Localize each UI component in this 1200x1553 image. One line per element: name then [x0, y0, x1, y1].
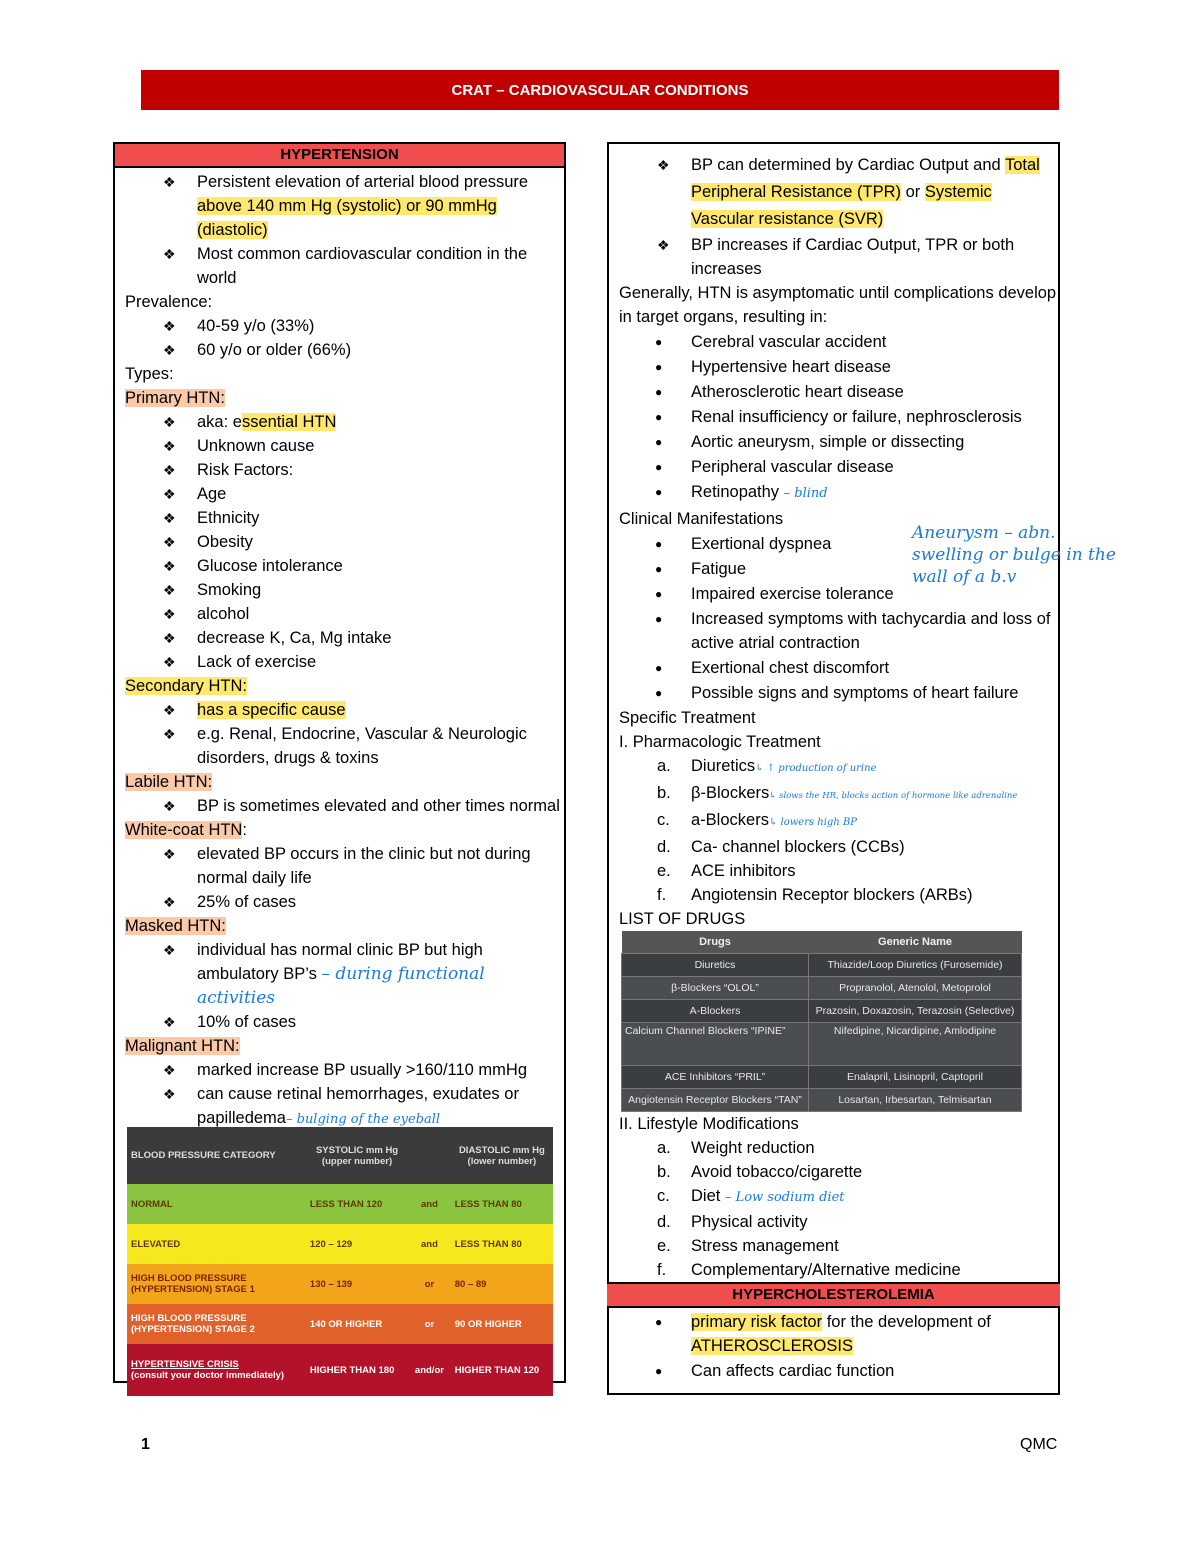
handwritten-note: – during functional activities: [197, 964, 485, 1008]
list-item: ❖ decrease K, Ca, Mg intake: [115, 626, 564, 650]
list-item: ❖ has a specific cause: [115, 698, 564, 722]
list-item: ● Exertional dyspnea: [609, 532, 1058, 556]
table-header: Drugs: [622, 931, 809, 954]
malignant-label: Malignant HTN:: [125, 1037, 240, 1055]
list-item: ❖ Ethnicity: [115, 506, 564, 530]
handwritten-note: ↳ ↑ production of urine: [755, 763, 877, 774]
treatment-column: [607, 142, 1060, 1395]
white-coat-label: White-coat HTN:: [125, 821, 247, 839]
page-title: CRAT – CARDIOVASCULAR CONDITIONS: [451, 81, 749, 99]
secondary-label: Secondary HTN:: [125, 677, 247, 695]
bp-determinants-list: [609, 152, 1058, 281]
list-item: ❖ 25% of cases: [115, 890, 564, 914]
list-item: ● primary risk factor for the development of ATHEROSCLEROSIS: [609, 1310, 1058, 1358]
list-item: ❖ Persistent elevation of arterial blood pressure above 140 mm Hg (systolic) or 90 mmHg (diastolic): [115, 170, 564, 242]
table-row: ELEVATED 120 – 129 and LESS THAN 80: [127, 1224, 553, 1264]
list-item: ❖ Smoking: [115, 578, 564, 602]
list-item: ● Exertional chest discomfort: [609, 656, 1058, 680]
table-header: BLOOD PRESSURE CATEGORY: [131, 1150, 276, 1161]
list-item: ● Retinopathy – blind: [609, 480, 1058, 506]
list-item: ● Cerebral vascular accident: [609, 330, 1058, 354]
prevalence-label: Prevalence:: [125, 293, 213, 311]
list-item: ❖ aka: essential HTN: [115, 410, 564, 434]
list-item: ● Aortic aneurysm, simple or dissecting: [609, 430, 1058, 454]
table-header: Generic Name: [809, 931, 1022, 954]
table-row: HYPERTENSIVE CRISIS (consult your doctor immediately) HIGHER THAN 180 and/or HIGHER THAN 120: [127, 1344, 553, 1396]
lifestyle-list: [609, 1136, 1058, 1282]
list-item: ❖ BP can determined by Cardiac Output and Total Peripheral Resistance (TPR) or Systemic Vascular resistance (SVR): [609, 152, 1058, 233]
table-row: Diuretics Thiazide/Loop Diuretics (Furosemide): [622, 954, 1022, 977]
table-row: ACE Inhibitors “PRIL” Enalapril, Lisinopril, Captopril: [622, 1066, 1022, 1089]
list-item: ❖ Unknown cause: [115, 434, 564, 458]
list-item: e. ACE inhibitors: [657, 862, 796, 880]
list-item: a. Weight reduction: [657, 1139, 815, 1157]
prevalence-list: [115, 314, 564, 362]
table-header: [408, 1127, 451, 1184]
list-item: c. a-Blockers↳ lowers high BP: [657, 811, 858, 829]
footer-org: QMC: [1020, 1436, 1058, 1453]
page-number: 1: [141, 1436, 150, 1453]
list-item: e. Stress management: [657, 1237, 839, 1255]
aneurysm-handwritten-note: Aneurysm – abn. swelling or bulge in the wall of a b.v: [912, 523, 1116, 587]
table-header-row: [622, 931, 1022, 954]
generally-text: Generally, HTN is asymptomatic until complications develop in target organs, resulting in:: [619, 284, 1057, 326]
types-label: Types:: [125, 365, 174, 383]
hypertension-column: [113, 142, 566, 1383]
list-item: ❖ marked increase BP usually >160/110 mmHg: [115, 1058, 564, 1082]
malignant-list: [115, 1058, 564, 1132]
list-item: ● Hypertensive heart disease: [609, 355, 1058, 379]
handwritten-note: ↳ slows the HR, blocks action of hormone like adrenaline: [769, 791, 1018, 801]
hypercholesterolemia-list: [609, 1310, 1058, 1383]
handwritten-note: – bulging of the eyeball: [285, 1112, 441, 1127]
highlight: Total Peripheral Resistance (TPR): [691, 156, 1040, 201]
primary-list: [115, 410, 564, 674]
list-item: ❖ individual has normal clinic BP but high ambulatory BP’s – during functional activities: [115, 938, 564, 1010]
highlight: primary risk factor: [691, 1313, 823, 1331]
list-item: ● Fatigue: [609, 557, 1058, 581]
white-coat-list: [115, 842, 564, 914]
table-row: HIGH BLOOD PRESSURE (HYPERTENSION) STAGE 2 140 OR HIGHER or 90 OR HIGHER: [127, 1304, 553, 1344]
list-item: ❖ Most common cardiovascular condition in the world: [115, 242, 564, 290]
list-item: f. Angiotensin Receptor blockers (ARBs): [657, 886, 973, 904]
secondary-list: [115, 698, 564, 770]
lifestyle-label: II. Lifestyle Modifications: [619, 1115, 799, 1133]
table-header-row: [127, 1127, 553, 1184]
list-item: d. Ca- channel blockers (CCBs): [657, 838, 905, 856]
table-header: DIASTOLIC mm Hg (lower number): [458, 1144, 545, 1167]
intro-list: [115, 170, 564, 290]
table-row: Angiotensin Receptor Blockers “TAN” Losartan, Irbesartan, Telmisartan: [622, 1089, 1022, 1112]
highlight: Systemic Vascular resistance (SVR): [691, 183, 992, 228]
list-item: ❖ e.g. Renal, Endocrine, Vascular & Neurologic disorders, drugs & toxins: [115, 722, 564, 770]
masked-list: [115, 938, 564, 1034]
highlight: ssential HTN: [241, 413, 337, 431]
list-item: f. Complementary/Alternative medicine: [657, 1261, 961, 1279]
list-item: ❖ 60 y/o or older (66%): [115, 338, 564, 362]
hypercholesterolemia-header: HYPERCHOLESTEROLEMIA: [607, 1282, 1060, 1308]
pharm-list: [609, 754, 1058, 907]
specific-label: Specific Treatment: [619, 709, 756, 727]
clinical-label: Clinical Manifestations: [619, 510, 784, 528]
list-item: b. β-Blockers↳ slows the HR, blocks action of hormone like adrenaline: [657, 784, 1018, 802]
list-item: ❖ Risk Factors:: [115, 458, 564, 482]
list-item: ❖ elevated BP occurs in the clinic but not during normal daily life: [115, 842, 564, 890]
pharm-label: I. Pharmacologic Treatment: [619, 733, 821, 751]
list-item: ❖ can cause retinal hemorrhages, exudates or papilledema– bulging of the eyeball: [115, 1082, 564, 1132]
list-item: ● Renal insufficiency or failure, nephrosclerosis: [609, 405, 1058, 429]
table-row: HIGH BLOOD PRESSURE (HYPERTENSION) STAGE 1 130 – 139 or 80 – 89: [127, 1264, 553, 1304]
highlight: ATHEROSCLEROSIS: [691, 1337, 853, 1355]
list-item: ❖ alcohol: [115, 602, 564, 626]
table-row: Calcium Channel Blockers “IPINE” Nifedipine, Nicardipine, Amlodipine: [622, 1023, 1022, 1066]
handwritten-note: ↳ lowers high BP: [768, 817, 858, 828]
list-item: ❖ Age: [115, 482, 564, 506]
list-item: b. Avoid tobacco/cigarette: [657, 1163, 863, 1181]
bp-category-table: [127, 1127, 553, 1396]
page-title-banner: [141, 70, 1059, 110]
highlight: above 140 mm Hg (systolic) or 90 mmHg (diastolic): [197, 197, 497, 239]
labile-label: Labile HTN:: [125, 773, 213, 791]
list-item: ● Atherosclerotic heart disease: [609, 380, 1058, 404]
list-item: ❖ 40-59 y/o (33%): [115, 314, 564, 338]
list-item: ● Possible signs and symptoms of heart failure: [609, 681, 1058, 705]
drugs-table: [621, 931, 1022, 1112]
table-row: A-Blockers Prazosin, Doxazosin, Terazosin (Selective): [622, 1000, 1022, 1023]
masked-label: Masked HTN:: [125, 917, 226, 935]
table-row: NORMAL LESS THAN 120 and LESS THAN 80: [127, 1184, 553, 1224]
table-row: β-Blockers “OLOL” Propranolol, Atenolol, Metoprolol: [622, 977, 1022, 1000]
handwritten-note: – blind: [783, 486, 828, 501]
labile-list: [115, 794, 564, 818]
list-item: ❖ Glucose intolerance: [115, 554, 564, 578]
list-item: c. Diet – Low sodium diet: [657, 1187, 845, 1205]
list-item: ❖ BP increases if Cardiac Output, TPR or both increases: [609, 233, 1058, 281]
hypertension-header: HYPERTENSION: [115, 144, 564, 168]
list-item: ❖ 10% of cases: [115, 1010, 564, 1034]
list-item: ● Can affects cardiac function: [609, 1359, 1058, 1383]
list-item: d. Physical activity: [657, 1213, 808, 1231]
complications-list: [609, 330, 1058, 506]
table-header: SYSTOLIC mm Hg (upper number): [315, 1144, 399, 1167]
list-item: ● Increased symptoms with tachycardia and loss of active atrial contraction: [609, 607, 1058, 655]
primary-label: Primary HTN:: [125, 389, 225, 407]
handwritten-note: – Low sodium diet: [724, 1190, 845, 1205]
list-item: ● Peripheral vascular disease: [609, 455, 1058, 479]
list-item: ❖ BP is sometimes elevated and other times normal: [115, 794, 564, 818]
list-item: ● Impaired exercise tolerance: [609, 582, 1058, 606]
list-item: ❖ Lack of exercise: [115, 650, 564, 674]
list-of-drugs-label: LIST OF DRUGS: [619, 910, 746, 928]
list-item: a. Diuretics↳ ↑ production of urine: [657, 757, 877, 775]
list-item: ❖ Obesity: [115, 530, 564, 554]
